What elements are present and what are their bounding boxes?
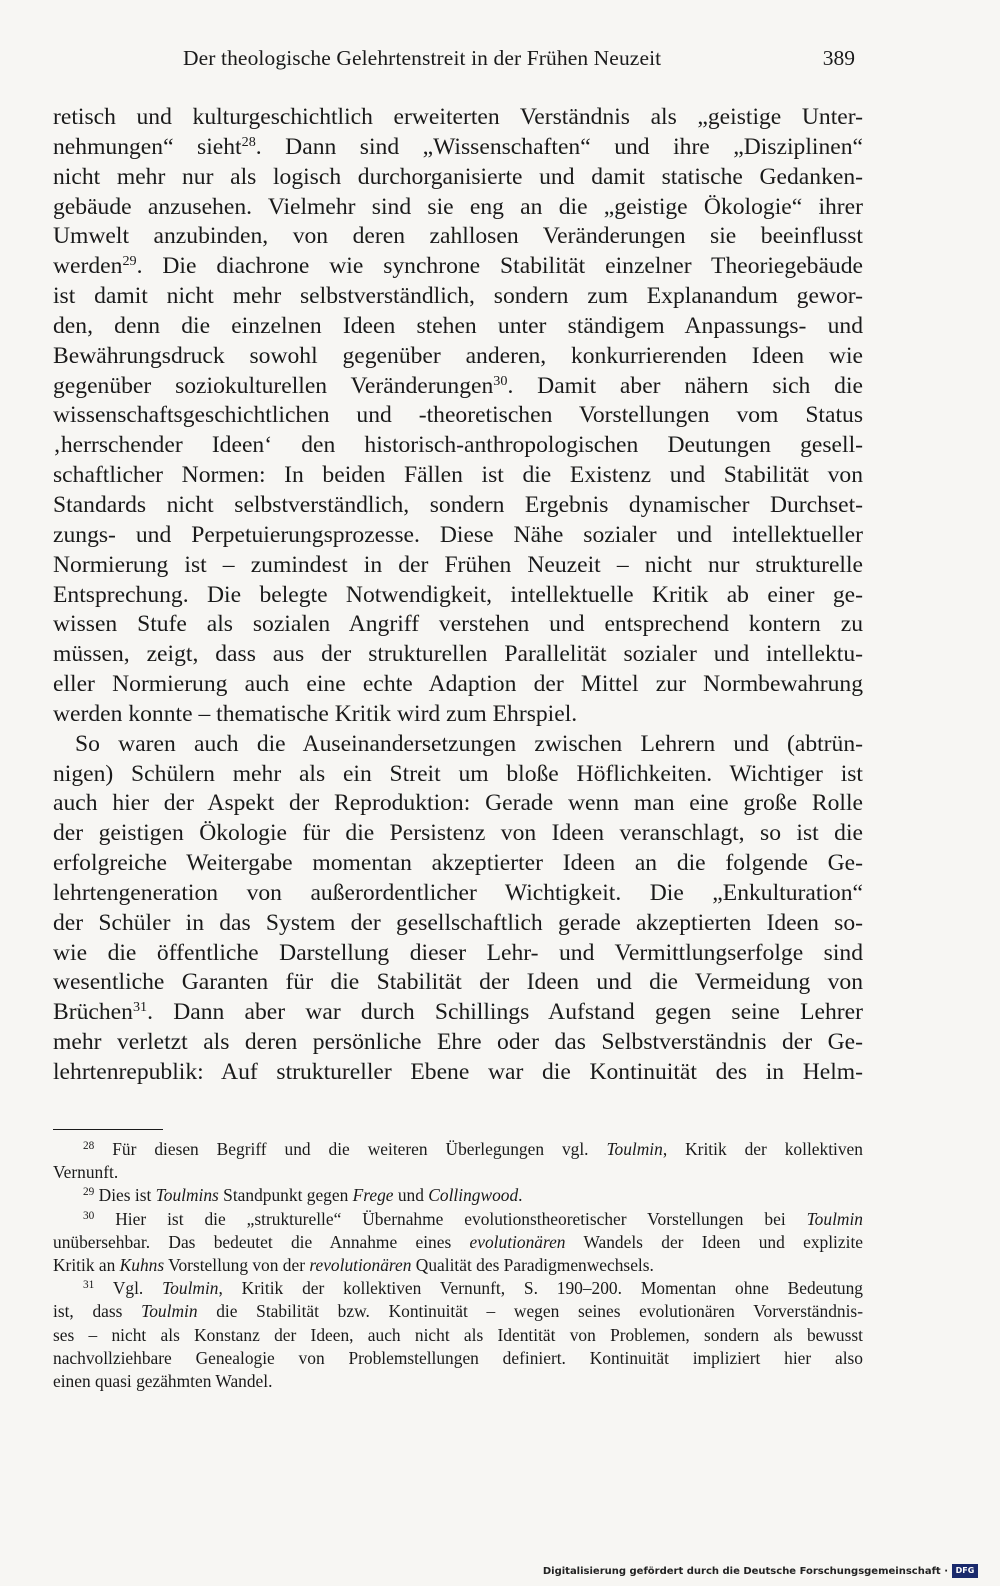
text-line: mehr verletzt als deren persönliche Ehre oder das Selbstverständnis der Ge- [53, 1029, 863, 1056]
text-line: den, denn die einzelnen Ideen stehen unter ständigem Anpassungs- und [53, 312, 863, 339]
dfg-logo-icon: DFG [952, 1564, 978, 1578]
footnote-line: Kritik an Kuhns Vorstellung von der revolutionären Qualität des Paradigmenwechsels. [53, 1255, 654, 1276]
footnote-line: unübersehbar. Das bedeutet die Annahme eines evolutionären Wandels der Ideen und explizite [53, 1231, 863, 1252]
footnote-number: 28 [83, 1139, 95, 1152]
digitization-credit [543, 1564, 978, 1578]
footnote-ref[interactable]: 31 [132, 999, 148, 1016]
footnote-line: Vernunft. [53, 1162, 119, 1183]
footnote-number: 30 [83, 1209, 95, 1222]
footnotes [53, 1138, 863, 1393]
paragraph-2 [53, 730, 863, 1088]
text-line: wie die öffentliche Darstellung dieser Lehr- und Vermittlungserfolge sind [53, 939, 863, 966]
text-line: gegenüber soziokulturellen Veränderungen$^{30}$. Damit aber nähern sich die [53, 372, 863, 399]
paragraph-1 [53, 103, 863, 730]
text-line: Entsprechung. Die belegte Notwendigkeit, intellektuelle Kritik ab einer ge- [53, 581, 863, 608]
footnote-line: ses – nicht als Konstanz der Ideen, auch nicht als Identität von Problemen, sondern als bewusst [53, 1324, 863, 1345]
footnote-31 [53, 1277, 863, 1393]
text-line: Brüchen$^{31}$. Dann aber war durch Schillings Aufstand gegen seine Lehrer [53, 999, 863, 1026]
footnote-line: einen quasi gezähmten Wandel. [53, 1371, 273, 1392]
footnote-line: ist, dass Toulmin die Stabilität bzw. Kontinuität – wegen seines evolutionären Vorverständnis- [53, 1301, 863, 1322]
text-line: gebäude anzusehen. Vielmehr sind sie eng an die „geistige Ökologie“ ihrer [53, 193, 863, 220]
text-line: Bewährungsdruck sowohl gegenüber anderen, konkurrierenden Ideen wie [53, 342, 863, 369]
footnote-30 [53, 1208, 863, 1278]
running-title: Der theologische Gelehrtenstreit in der Frühen Neuzeit [183, 46, 662, 70]
text-line: werden konnte – thematische Kritik wird zum Ehrspiel. [53, 700, 578, 727]
footnote-28 [53, 1138, 863, 1184]
text-line: retisch und kulturgeschichtlich erweiterten Verständnis als „geistige Unter- [53, 104, 863, 130]
text-line: Standards nicht selbstverständlich, sondern Ergebnis dynamischer Durchset- [53, 491, 863, 518]
text-line: ist damit nicht mehr selbstverständlich, sondern zum Explanandum gewor- [53, 283, 863, 310]
footnote-line: $^{29}$ Dies ist Toulmins Standpunkt gegen Frege und Collingwood. [83, 1185, 523, 1206]
page-header [173, 46, 863, 80]
footnote-line: $^{31}$ Vgl. Toulmin, Kritik der kollektiven Vernunft, S. 190–200. Momentan ohne Bedeutung [83, 1278, 863, 1299]
footnote-ref[interactable]: 28 [241, 134, 256, 151]
page-number: 389 [822, 46, 855, 70]
footnote-29 [53, 1184, 863, 1207]
text-line: auch hier der Aspekt der Reproduktion: Gerade wenn man eine große Rolle [53, 790, 863, 817]
text-line: nicht mehr nur als logisch durchorganisierte und damit statische Gedanken- [53, 163, 863, 190]
text-line: werden$^{29}$. Die diachrone wie synchrone Stabilität einzelner Theoriegebäude [53, 253, 863, 280]
footnote-line: nachvollziehbare Genealogie von Problemstellungen definiert. Kontinuität impliziert hier also [53, 1347, 863, 1368]
text-line: der Schüler in das System der gesellschaftlich gerade akzeptierten Ideen so- [53, 909, 863, 936]
text-line: lehrtenrepublik: Auf struktureller Ebene war die Kontinuität des in Helm- [53, 1059, 863, 1085]
text-line: eller Normierung auch eine echte Adaption der Mittel zur Normbewahrung [53, 671, 863, 698]
credit-text: Digitalisierung gefördert durch die Deutsche Forschungsgemeinschaft · [542, 1565, 948, 1577]
text-line: Umwelt anzubinden, von deren zahllosen Veränderungen sie beeinflusst [53, 223, 863, 250]
text-line: zungs- und Perpetuierungsprozesse. Diese Nähe sozialer und intellektueller [53, 521, 863, 548]
footnote-separator [53, 1129, 163, 1130]
footnote-ref[interactable]: 29 [122, 253, 137, 270]
text-line: erfolgreiche Weitergabe momentan akzeptierter Ideen an die folgende Ge- [53, 850, 863, 877]
footnote-line: $^{30}$ Hier ist die „strukturelle“ Übernahme evolutionstheoretischer Vorstellungen bei Toulmin [83, 1208, 863, 1229]
footnote-number: 31 [83, 1279, 95, 1291]
text-line: lehrtengeneration von außerordentlicher Wichtigkeit. Die „Enkulturation“ [53, 879, 863, 906]
main-text [53, 103, 863, 1088]
text-line: nehmungen“ sieht$^{28}$. Dann sind „Wissenschaften“ und ihre „Disziplinen“ [53, 133, 863, 160]
text-line: nigen) Schülern mehr als ein Streit um bloße Höflichkeiten. Wichtiger ist [53, 760, 863, 787]
text-line: ‚herrschender Ideen‘ den historisch-anthropologischen Deutungen gesell- [53, 432, 863, 459]
text-line: schaftlicher Normen: In beiden Fällen ist die Existenz und Stabilität von [53, 462, 863, 489]
footnote-ref[interactable]: 30 [493, 372, 508, 389]
text-line: müssen, zeigt, dass aus der strukturellen Parallelität sozialer und intellektu- [53, 641, 863, 668]
footnote-number: 29 [83, 1186, 95, 1199]
text-line: wissenschaftsgeschichtlichen und -theoretischen Vorstellungen vom Status [53, 402, 863, 429]
text-line: So waren auch die Auseinandersetzungen zwischen Lehrern und (abtrün- [75, 730, 863, 757]
text-line: wissen Stufe als sozialen Angriff verstehen und entsprechend kontern zu [53, 611, 863, 638]
footnote-line: $^{28}$ Für diesen Begriff und die weiteren Überlegungen vgl. Toulmin, Kritik der kollektiven [83, 1139, 863, 1159]
text-line: Normierung ist – zumindest in der Frühen Neuzeit – nicht nur strukturelle [53, 551, 863, 578]
text-line: der geistigen Ökologie für die Persistenz von Ideen veranschlagt, so ist die [53, 820, 863, 847]
text-line: wesentliche Garanten für die Stabilität der Ideen und die Vermeidung von [53, 969, 863, 996]
